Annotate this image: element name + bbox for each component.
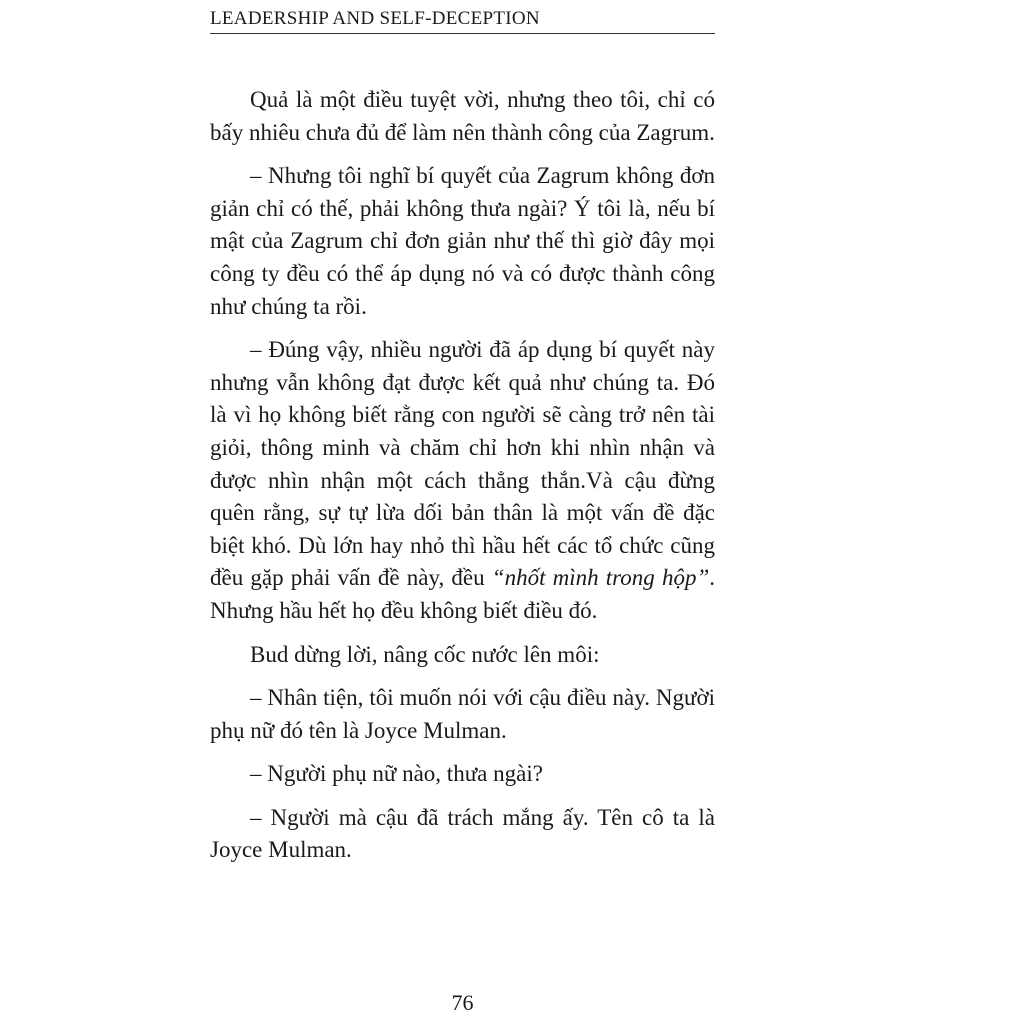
italic-quote: “nhốt mình trong hộp” [491, 565, 710, 591]
paragraph: – Người mà cậu đã trách mắng ấy. Tên cô ta là Joyce Mulman. [210, 804, 715, 863]
body-text [210, 84, 715, 867]
paragraph: Quả là một điều tuyệt vời, nhưng theo tôi, chỉ có bấy nhiêu chưa đủ để làm nên thành công của Zagrum. [210, 87, 715, 145]
paragraph: – Người phụ nữ nào, thưa ngài? [250, 761, 543, 787]
paragraph [210, 334, 715, 627]
paragraph: – Nhưng tôi nghĩ bí quyết của Zagrum không đơn giản chỉ có thế, phải không thưa ngài? Ý tôi là, nếu bí mật của Zagrum chỉ đơn giản như thế thì giờ đây mọi công ty đều có thể áp dụng nó và có được thành công như chúng ta rồi. [210, 163, 715, 319]
paragraph: – Nhân tiện, tôi muốn nói với cậu điều này. Người phụ nữ đó tên là Joyce Mulman. [210, 685, 715, 743]
header-rule [210, 33, 715, 34]
paragraph-text: . Nhưng hầu hết họ đều không biết điều đó. [210, 565, 715, 623]
paragraph: Bud dừng lời, nâng cốc nước lên môi: [250, 641, 600, 667]
book-page [210, 0, 715, 1024]
running-header: LEADERSHIP AND SELF-DECEPTION [210, 8, 540, 29]
paragraph-text: – Đúng vậy, nhiều người đã áp dụng bí quyết này nhưng vẫn không đạt được kết quả như chúng ta. Đó là vì họ không biết rằng con người sẽ càng trở nên tài giỏi, thông minh và chăm chỉ hơn khi nhìn nhận và được nhìn nhận một cách thẳng thắn.Và cậu đừng quên rằng, sự tự lừa dối bản thân là một vấn đề đặc biệt khó. Dù lớn hay nhỏ thì hầu hết các tổ chức cũng đều gặp phải vấn đề này, đều [210, 337, 715, 591]
page-number: 76 [451, 990, 474, 1015]
